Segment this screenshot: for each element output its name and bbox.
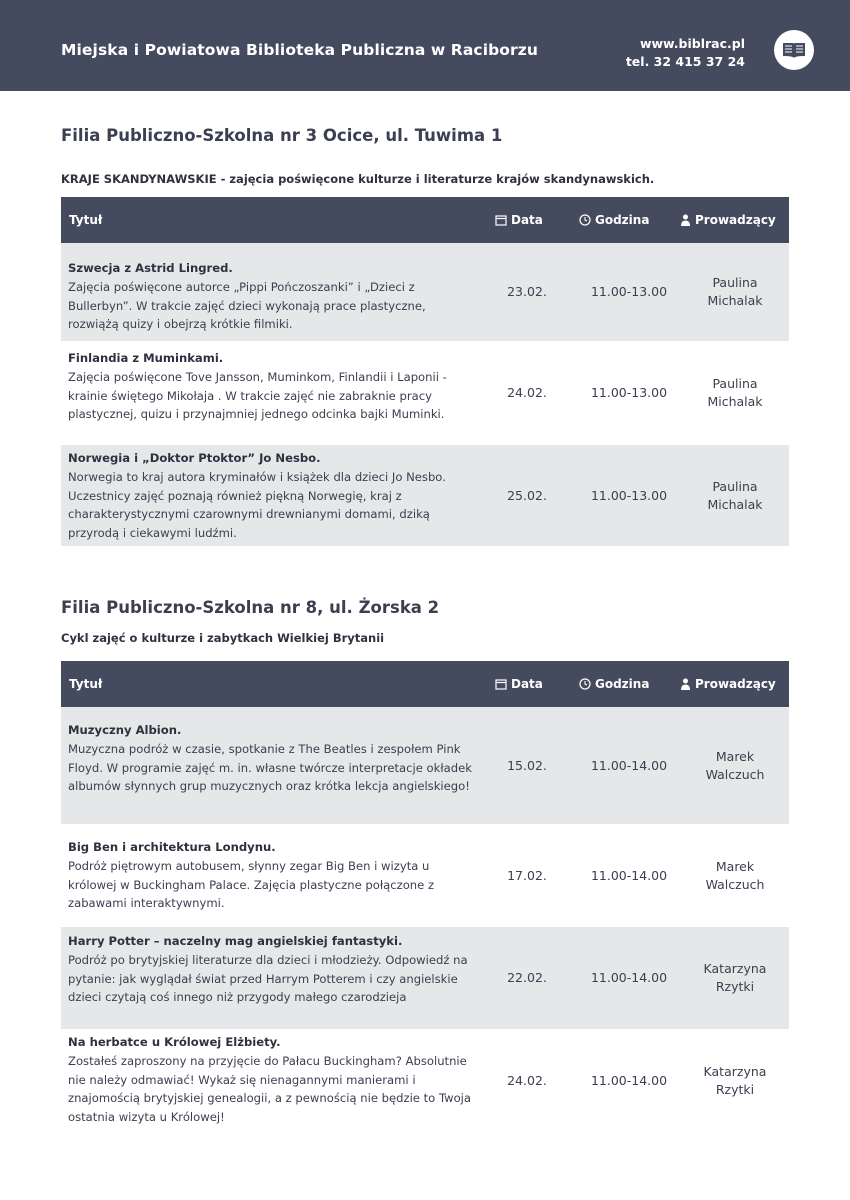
- phone-number: tel. 32 415 37 24: [625, 54, 745, 69]
- website-link[interactable]: www.biblrac.pl: [639, 36, 745, 51]
- clock-icon: [579, 214, 591, 226]
- table-header: [61, 197, 789, 243]
- row-date: 17.02.: [507, 867, 547, 883]
- row-date: 22.02.: [507, 970, 547, 985]
- row-date: 24.02.: [507, 1073, 547, 1088]
- col-date: Data: [495, 661, 543, 707]
- section-title: Filia Publiczno-Szkolna nr 8, ul. Żorska 2: [61, 598, 440, 617]
- person-icon: [680, 214, 691, 226]
- row-title: Big Ben i architektura Londynu.: [68, 840, 276, 854]
- row-time: 11.00-14.00: [590, 970, 668, 985]
- col-time: Godzina: [579, 661, 649, 707]
- book-icon: [774, 30, 814, 70]
- table-row: [61, 927, 789, 1029]
- section-title: Filia Publiczno-Szkolna nr 3 Ocice, ul. Tuwima 1: [61, 126, 503, 145]
- col-lead: Prowadzący: [680, 197, 776, 243]
- row-title: Harry Potter – naczelny mag angielskiej fantastyki.: [68, 934, 403, 948]
- row-lead: Katarzyna Rzytki: [703, 961, 767, 994]
- row-date: 24.02.: [507, 385, 547, 400]
- row-time: 11.00-14.00: [590, 867, 668, 883]
- page-header: [0, 0, 850, 91]
- table-row: [61, 243, 789, 341]
- row-description: Finlandia z Muminkami. Zajęcia poświęcone Tove Jansson, Muminkom, Finlandii i Laponii - krainie świętego Mikołaja . W trakcie zajęć nie zabraknie pracy plastycznej, quizu i przynajmniej jednego odcinka bajki Muminki.: [68, 349, 473, 424]
- table-header: [61, 661, 789, 707]
- table-row: [61, 824, 789, 927]
- row-lead: Paulina Michalak: [707, 275, 763, 308]
- contact-info: [626, 35, 745, 71]
- row-description: Harry Potter – naczelny mag angielskiej fantastyki. Podróż po brytyjskiej literaturze dla dzieci i młodzieży. Odpowiedź na pytanie: jak wyglądał świat przed Harrym Potterem i czy angielskie dzieci czytają coś innego niż przygody małego czarodzieja: [68, 932, 473, 1007]
- section-subtitle: KRAJE SKANDYNAWSKIE - zajęcia poświęcone kulturze i literaturze krajów skandynawskich.: [61, 172, 655, 186]
- table-row: [61, 707, 789, 824]
- row-date: 15.02.: [507, 757, 547, 773]
- row-description: Szwecja z Astrid Lingred. Zajęcia poświęcone autorce „Pippi Pończoszanki” i „Dzieci z Bullerbyn”. W trakcie zajęć dzieci wykonają prace plastyczne, rozwiążą quizy i obejrzą krótkie filmiki.: [68, 259, 473, 334]
- row-title: Finlandia z Muminkami.: [68, 351, 224, 365]
- row-title: Muzyczny Albion.: [68, 723, 182, 737]
- row-title: Norwegia i „Doktor Ptoktor” Jo Nesbo.: [68, 451, 321, 465]
- row-time: 11.00-13.00: [590, 385, 668, 400]
- row-description: Muzyczny Albion. Muzyczna podróż w czasie, spotkanie z The Beatles i zespołem Pink Floyd. W programie zajęć m. in. własne twórcze interpretacje okładek albumów słynnych grup muzycznych oraz krótka lekcja angielskiego!: [68, 723, 472, 794]
- col-lead: Prowadzący: [680, 661, 776, 707]
- row-title: Szwecja z Astrid Lingred.: [68, 261, 233, 275]
- col-title: Tytuł: [69, 677, 103, 691]
- row-time: 11.00-14.00: [590, 757, 668, 773]
- row-lead: Katarzyna Rzytki: [703, 1064, 767, 1097]
- col-title: Tytuł: [69, 213, 103, 227]
- row-time: 11.00-13.00: [590, 487, 668, 503]
- clock-icon: [579, 678, 591, 690]
- row-date: 25.02.: [507, 487, 547, 503]
- row-time: 11.00-14.00: [590, 1073, 668, 1088]
- row-lead: Marek Walczuch: [705, 858, 765, 892]
- row-lead: Marek Walczuch: [705, 748, 765, 782]
- section-subtitle: Cykl zajęć o kulturze i zabytkach Wielkiej Brytanii: [61, 631, 385, 645]
- row-lead: Paulina Michalak: [707, 478, 763, 512]
- row-title: Na herbatce u Królowej Elżbiety.: [68, 1035, 281, 1049]
- calendar-icon: [495, 214, 507, 226]
- person-icon: [680, 678, 691, 690]
- col-date: Data: [495, 197, 543, 243]
- row-description: Norwegia i „Doktor Ptoktor” Jo Nesbo. Norwegia to kraj autora kryminałów i książek dla dzieci Jo Nesbo. Uczestnicy zajęć poznają również piękną Norwegię, kraj z charakterystycznymi czarownymi drewnianymi domami, dziką przyrodą i ciekawymi ludźmi.: [68, 449, 473, 543]
- row-description: Na herbatce u Królowej Elżbiety. Zostałeś zaproszony na przyjęcie do Pałacu Buckingham? Absolutnie nie należy odmawiać! Wykaż się nienagannymi manierami i znajomością brytyjskiej genealogii, a z pewnością nie będzie to Twoja ostatnia wizyta u Królowej!: [68, 1035, 472, 1125]
- row-lead: Paulina Michalak: [707, 376, 763, 409]
- table-row: [61, 445, 789, 546]
- schedule-table: [61, 197, 789, 546]
- row-date: 23.02.: [507, 284, 547, 299]
- row-description: Big Ben i architektura Londynu. Podróż piętrowym autobusem, słynny zegar Big Ben i wizyta u królowej w Buckingham Palace. Zajęcia plastyczne połączone z zabawami interaktywnymi.: [68, 838, 473, 913]
- schedule-table: [61, 661, 789, 1133]
- library-name: Miejska i Powiatowa Biblioteka Publiczna w Raciborzu: [61, 41, 539, 59]
- table-row: [61, 1029, 789, 1133]
- calendar-icon: [495, 678, 507, 690]
- table-row: [61, 341, 789, 445]
- row-time: 11.00-13.00: [590, 284, 668, 299]
- col-time: Godzina: [579, 197, 649, 243]
